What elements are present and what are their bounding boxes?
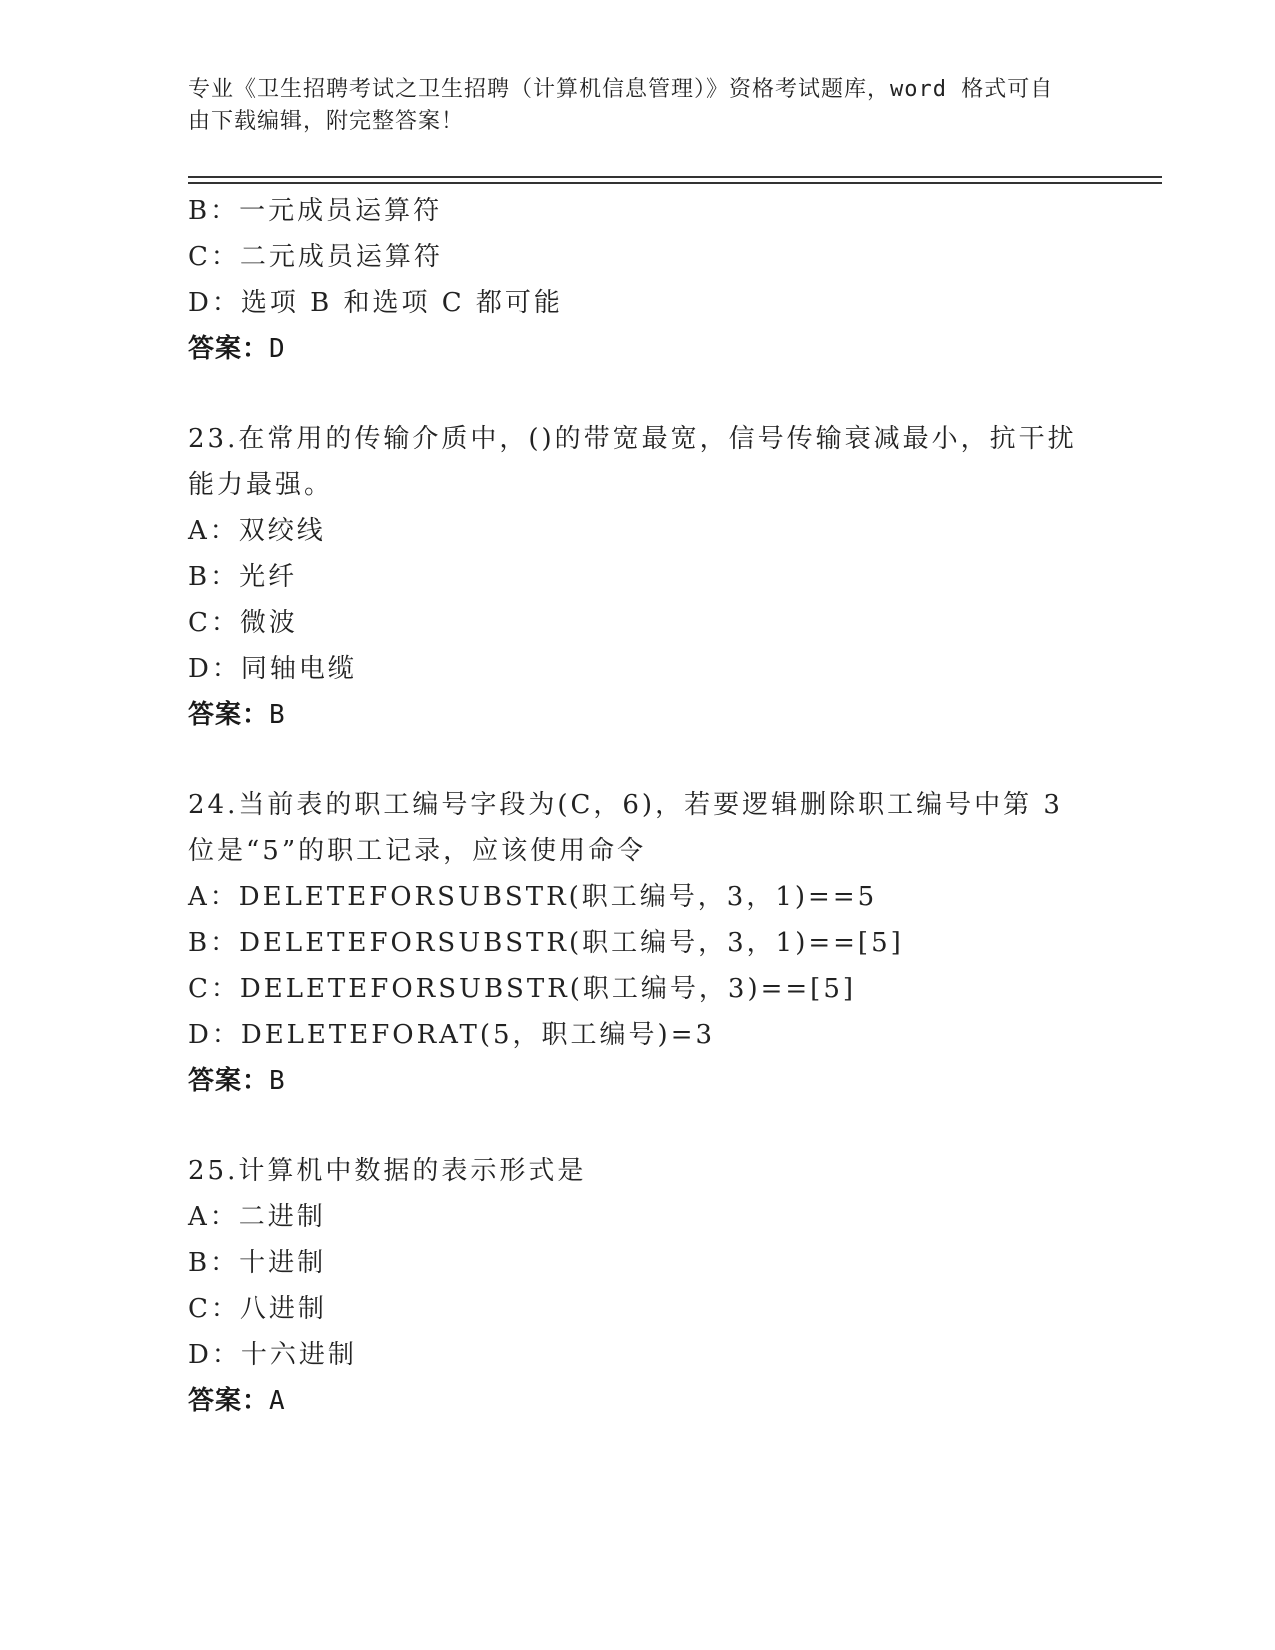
question-stem: 25.计算机中数据的表示形式是 bbox=[188, 1156, 587, 1186]
option-c: C：DELETEFORSUBSTR(职工编号，3)==[5] bbox=[188, 974, 857, 1004]
answer-line bbox=[188, 692, 1088, 738]
question-block bbox=[188, 416, 1088, 738]
option-a: A：二进制 bbox=[188, 1202, 326, 1232]
option-a: A：DELETEFORSUBSTR(职工编号，3，1)==5 bbox=[188, 882, 878, 912]
option-b: B：光纤 bbox=[188, 562, 298, 592]
header-divider-top bbox=[188, 176, 1162, 178]
question-spacer bbox=[188, 372, 1088, 416]
question-stem: 23.在常用的传输介质中，()的带宽最宽，信号传输衰减最小，抗干扰能力最强。 bbox=[188, 424, 1077, 500]
answer-label: 答案： bbox=[188, 1066, 270, 1096]
answer-label: 答案： bbox=[188, 334, 270, 364]
option-b: B：DELETEFORSUBSTR(职工编号，3，1)==[5] bbox=[188, 928, 904, 958]
document-header: 专业《卫生招聘考试之卫生招聘（计算机信息管理）》资格考试题库，word 格式可自由下载编辑，附完整答案！ bbox=[188, 77, 1054, 134]
option-d: D：DELETEFORAT(5，职工编号)=3 bbox=[188, 1020, 716, 1050]
option-c: C：八进制 bbox=[188, 1294, 327, 1324]
question-spacer bbox=[188, 1104, 1088, 1148]
answer-value: A bbox=[269, 1386, 286, 1416]
answer-label: 答案： bbox=[188, 700, 270, 730]
answer-line bbox=[188, 326, 1088, 372]
option-b: B：十进制 bbox=[188, 1248, 327, 1278]
option-d: D：选项 B 和选项 C 都可能 bbox=[188, 288, 563, 318]
option-d: D：十六进制 bbox=[188, 1340, 357, 1370]
answer-label: 答案： bbox=[188, 1386, 270, 1416]
header-divider-bottom bbox=[188, 182, 1162, 184]
option-c: C：二元成员运算符 bbox=[188, 242, 443, 272]
option-b: B：一元成员运算符 bbox=[188, 196, 443, 226]
question-stem: 24.当前表的职工编号字段为(C，6)，若要逻辑删除职工编号中第 3 位是“5”的职工记录，应该使用命令 bbox=[188, 790, 1063, 866]
answer-line bbox=[188, 1058, 1088, 1104]
question-spacer bbox=[188, 738, 1088, 782]
option-c: C：微波 bbox=[188, 608, 298, 638]
question-list bbox=[188, 188, 1088, 1424]
answer-value: B bbox=[269, 1066, 286, 1096]
answer-value: B bbox=[269, 700, 286, 730]
option-a: A：双绞线 bbox=[188, 516, 326, 546]
answer-line bbox=[188, 1378, 1088, 1424]
question-block bbox=[188, 1148, 1088, 1424]
answer-value: D bbox=[269, 334, 286, 364]
question-block bbox=[188, 782, 1088, 1104]
option-d: D：同轴电缆 bbox=[188, 654, 357, 684]
question-block bbox=[188, 188, 1088, 372]
